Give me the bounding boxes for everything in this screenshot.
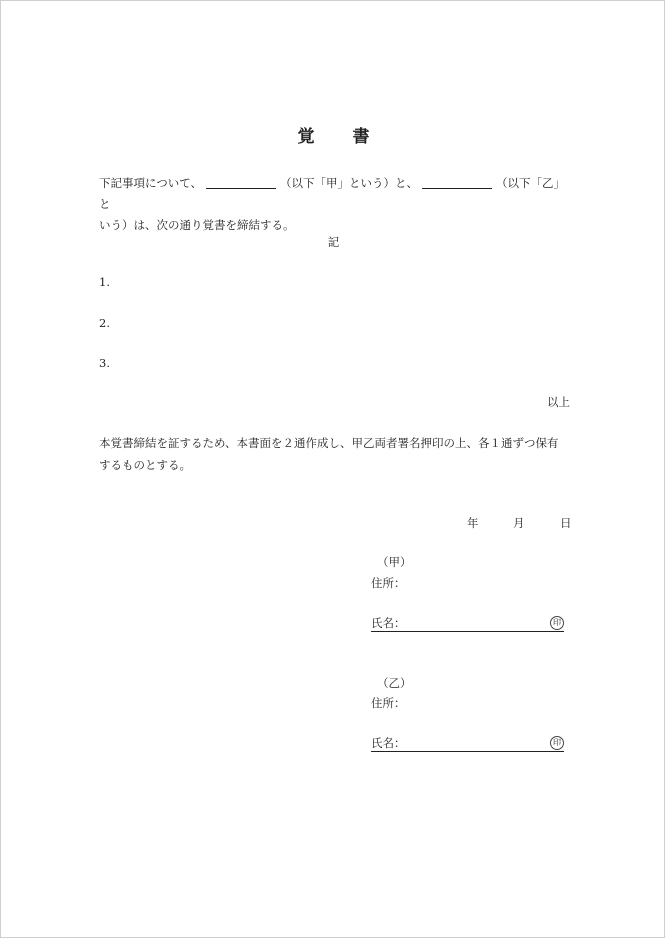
intro-text-1: 下記事項について、 [99,176,203,190]
document-title: 覚 書 [297,127,386,147]
closing-line-1: 本覚書締結を証するため、本書面を２通作成し、甲乙両者署名押印の上、各１通ずつ保有 [99,436,559,450]
party-a-name-line [371,615,564,632]
party-b-blank [422,175,492,189]
ki-heading: 記 [327,235,340,249]
intro-paragraph [99,173,574,236]
party-b-seal-mark: 印 [550,736,564,750]
intro-text-3: （以下「乙」と [99,176,566,211]
party-a-seal-mark: 印 [550,616,564,630]
party-a-label: （甲） [377,555,412,569]
party-a-blank [206,175,276,189]
intro-text-line2: いう）は、次の通り覚書を締結する。 [99,218,295,232]
date-month: 月 [513,516,525,530]
closing-line-2: するものとする。 [99,458,191,472]
party-a-address-label: 住所： [371,576,406,590]
list-item-1: 1. [99,275,110,289]
party-b-label: （乙） [377,676,412,690]
party-b-name-line [371,735,564,752]
list-item-2: 2. [99,316,110,330]
date-day: 日 [560,516,572,530]
ijo-text: 以上 [547,395,570,409]
list-item-3: 3. [99,356,110,370]
intro-text-2: （以下「甲」という）と、 [280,176,419,190]
date-year: 年 [467,516,479,530]
party-a-name-label: 氏名： [371,616,406,630]
party-b-address-label: 住所： [371,696,406,710]
party-b-name-label: 氏名： [371,736,406,750]
closing-paragraph [99,432,574,476]
